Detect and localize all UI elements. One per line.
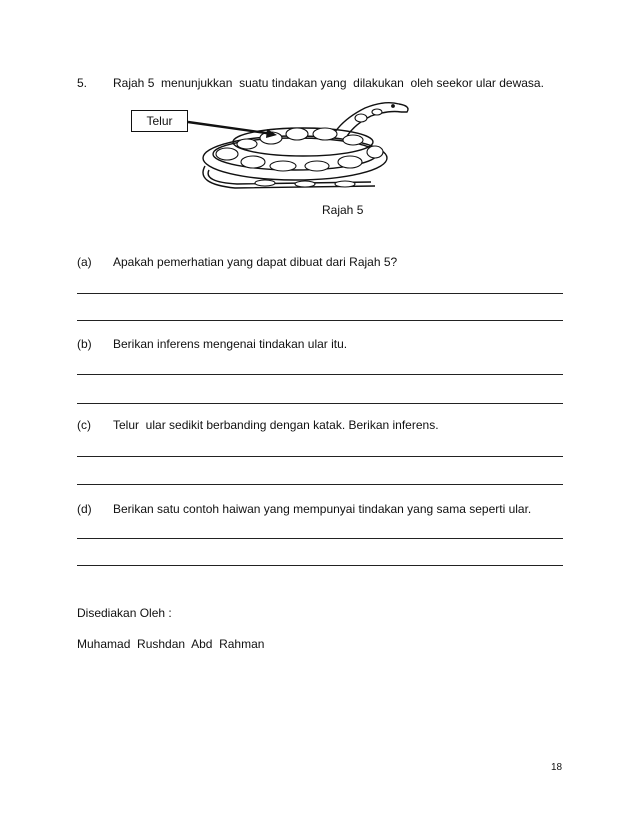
telur-callout-box xyxy=(131,110,188,132)
part-b-text: Berikan inferens mengenai tindakan ular itu. xyxy=(113,337,348,351)
author-name: Muhamad Rushdan Abd Rahman xyxy=(77,637,265,651)
question-number: 5. xyxy=(77,76,88,90)
part-d-text: Berikan satu contoh haiwan yang mempunyai tindakan yang sama seperti ular. xyxy=(113,502,532,516)
answer-line[interactable] xyxy=(77,293,563,294)
answer-line[interactable] xyxy=(77,565,563,566)
part-a-text: Apakah pemerhatian yang dapat dibuat dari Rajah 5? xyxy=(113,255,398,269)
answer-line[interactable] xyxy=(77,484,563,485)
figure-caption: Rajah 5 xyxy=(322,203,364,217)
prepared-by-label: Disediakan Oleh : xyxy=(77,606,172,620)
answer-line[interactable] xyxy=(77,538,563,539)
snake-coiled-on-eggs-illustration xyxy=(185,88,415,198)
part-d-label: (d) xyxy=(77,502,92,516)
answer-line[interactable] xyxy=(77,374,563,375)
part-b-label: (b) xyxy=(77,337,92,351)
answer-line[interactable] xyxy=(77,403,563,404)
part-c-label: (c) xyxy=(77,418,91,432)
answer-line[interactable] xyxy=(77,456,563,457)
telur-callout-label: Telur xyxy=(146,114,173,128)
part-a-label: (a) xyxy=(77,255,92,269)
answer-line[interactable] xyxy=(77,320,563,321)
page-number: 18 xyxy=(551,762,563,773)
question-stem: Rajah 5 menunjukkan suatu tindakan yang dilakukan oleh seekor ular dewasa. xyxy=(113,76,544,90)
part-c-text: Telur ular sedikit berbanding dengan katak. Berikan inferens. xyxy=(113,418,439,432)
